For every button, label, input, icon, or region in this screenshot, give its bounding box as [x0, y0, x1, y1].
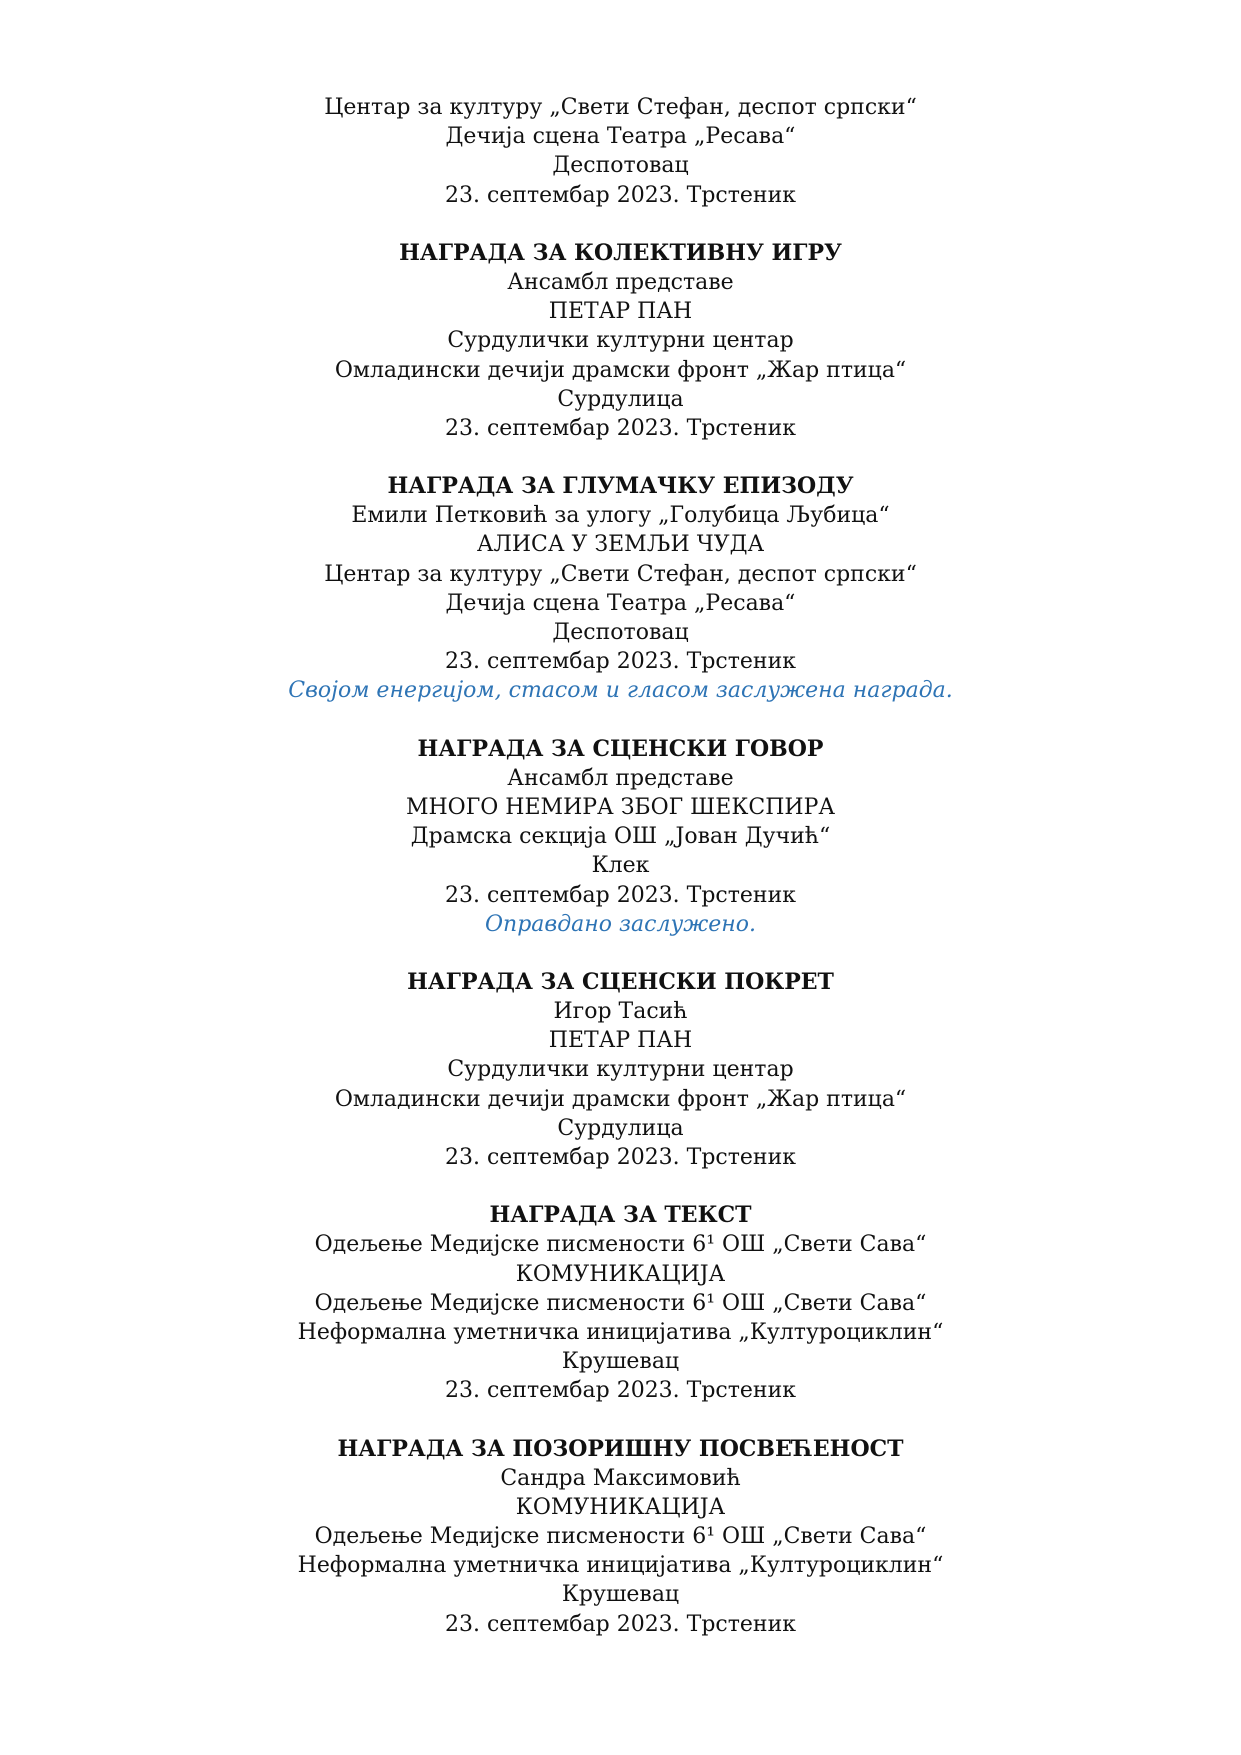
award-heading: НАГРАДА ЗА ПОЗОРИШНУ ПОСВЕЋЕНОСТ	[337, 1435, 904, 1462]
spacer	[0, 210, 1241, 239]
award-line: Омладински дечији драмски фронт „Жар птица“	[334, 1086, 907, 1112]
city-line: Крушевац	[561, 1349, 680, 1375]
jury-comment: Својом енергијом, стасом и гласом заслужена награда.	[288, 678, 953, 704]
award-line: Сурдулички културни центар	[447, 1057, 794, 1083]
award-text	[0, 1201, 1241, 1405]
date-line: 23. септембар 2023. Трстеник	[444, 882, 797, 908]
spacer	[0, 443, 1241, 472]
city-line: Деспотовац	[552, 620, 689, 645]
award-line: Сурдулички културни центар	[447, 328, 794, 354]
play-title: ПЕТАР ПАН	[548, 299, 693, 325]
city-line: Крушевац	[561, 1582, 680, 1608]
award-line: Дечија сцена Театра „Ресава“	[445, 590, 796, 616]
city-line: Сурдулица	[557, 386, 684, 412]
spacer	[0, 706, 1241, 735]
city-line: Сурдулица	[557, 1115, 684, 1141]
award-continuation	[0, 93, 1241, 210]
play-title: МНОГО НЕМИРА ЗБОГ ШЕКСПИРА	[405, 794, 836, 820]
award-line: Неформална уметничка иницијатива „Културоциклин“	[297, 1319, 944, 1345]
spacer	[0, 939, 1241, 968]
award-line: Драмска секција ОШ „Јован Дучић“	[410, 824, 831, 850]
organization-line: Дечија сцена Театра „Ресава“	[445, 124, 796, 150]
city-line: Клек	[591, 853, 650, 879]
date-line: 23. септембар 2023. Трстеник	[444, 415, 797, 441]
award-line: Омладински дечији драмски фронт „Жар птица“	[334, 357, 907, 383]
date-line: 23. септембар 2023. Трстеник	[444, 1378, 797, 1404]
award-line: Ансамбл представе	[507, 765, 734, 791]
award-stage-speech	[0, 735, 1241, 939]
award-heading: НАГРАДА ЗА ГЛУМАЧКУ ЕПИЗОДУ	[387, 473, 854, 500]
award-line: Емили Петковић за улогу „Голубица Љубица“	[351, 503, 890, 529]
award-line: Центар за културу „Свети Стефан, деспот српски“	[324, 561, 917, 587]
spacer	[0, 1172, 1241, 1201]
date-line: 23. септембар 2023. Трстеник	[444, 182, 797, 208]
award-heading: НАГРАДА ЗА СЦЕНСКИ ПОКРЕТ	[407, 968, 834, 995]
spacer	[0, 1406, 1241, 1435]
organization-line: Центар за културу „Свети Стефан, деспот српски“	[324, 95, 917, 120]
award-line: Ансамбл представе	[507, 269, 734, 295]
date-line: 23. септембар 2023. Трстеник	[444, 1145, 797, 1170]
award-collective-play	[0, 239, 1241, 443]
play-title: ПЕТАР ПАН	[548, 1028, 693, 1054]
award-line: Одељење Медијске писмености 6¹ ОШ „Свети Сава“	[314, 1290, 927, 1316]
play-title: АЛИСА У ЗЕМЉИ ЧУДА	[476, 532, 765, 558]
city-line: Деспотовац	[552, 153, 689, 179]
play-title: КОМУНИКАЦИЈА	[515, 1261, 726, 1287]
play-title: КОМУНИКАЦИЈА	[515, 1494, 726, 1520]
award-line: Одељење Медијске писмености 6¹ ОШ „Свети Сава“	[314, 1232, 927, 1258]
award-heading: НАГРАДА ЗА ТЕКСТ	[489, 1202, 752, 1229]
award-theatre-dedication	[0, 1435, 1241, 1639]
award-line: Сандра Максимовић	[500, 1465, 741, 1491]
award-line: Одељење Медијске писмености 6¹ ОШ „Свети Сава“	[314, 1524, 927, 1550]
award-heading: НАГРАДА ЗА КОЛЕКТИВНУ ИГРУ	[399, 239, 842, 266]
award-line: Игор Тасић	[553, 999, 688, 1025]
award-acting-episode	[0, 472, 1241, 706]
date-line: 23. септембар 2023. Трстеник	[444, 1611, 797, 1637]
jury-comment: Оправдано заслужено.	[485, 911, 756, 937]
award-stage-movement	[0, 968, 1241, 1172]
award-heading: НАГРАДА ЗА СЦЕНСКИ ГОВОР	[417, 735, 824, 762]
document-page	[0, 93, 1241, 1639]
date-line: 23. септембар 2023. Трстеник	[444, 649, 797, 675]
award-line: Неформална уметничка иницијатива „Културоциклин“	[297, 1553, 944, 1579]
